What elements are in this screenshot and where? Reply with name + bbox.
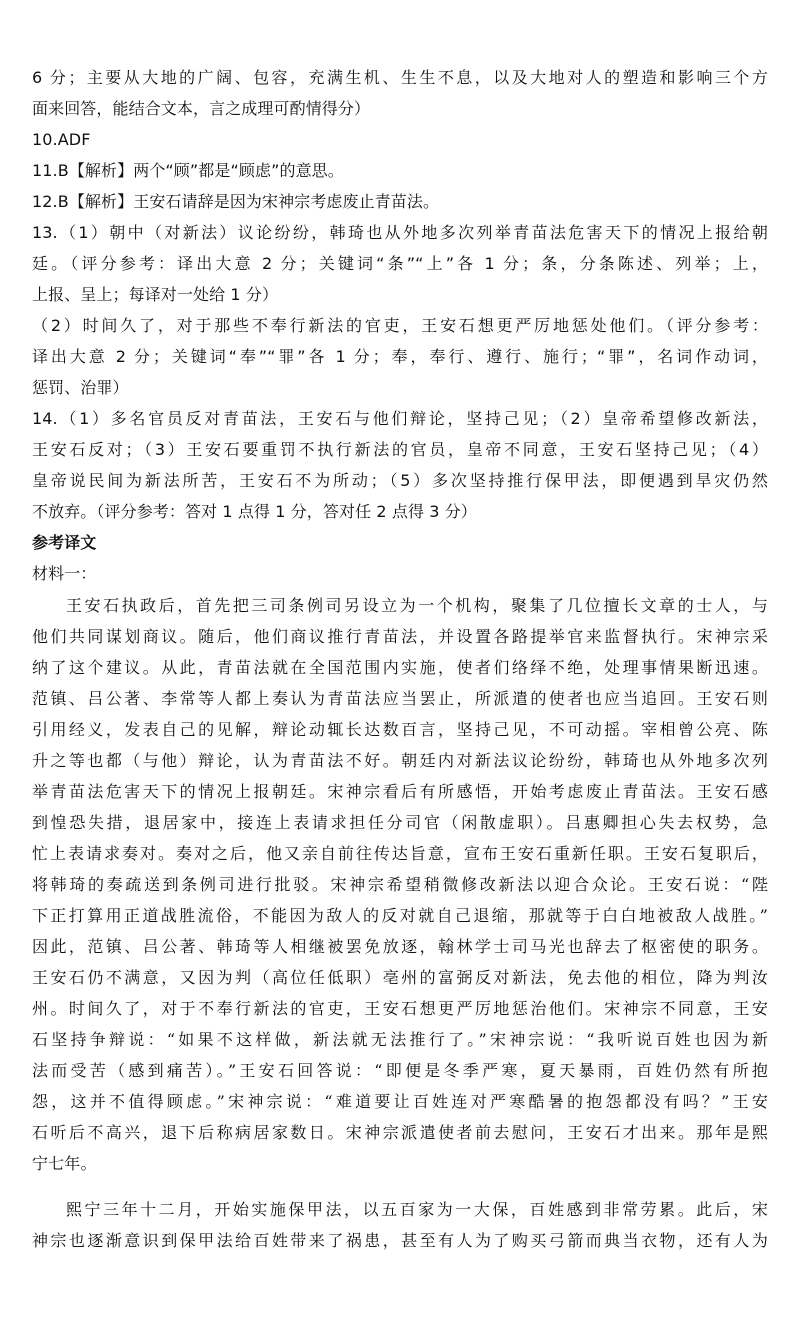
translation-line: 神宗也逐渐意识到保甲法给百姓带来了祸患，甚至有人为了购买弓箭而典当衣物，还有人为 — [32, 1231, 768, 1250]
text-line: 12.B【解析】王安石请辞是因为宋神宗考虑废止青苗法。 — [32, 192, 440, 211]
translation-line: 纳了这个建议。从此，青苗法就在全国范围内实施，使者们络绎不绝，处理事情果断迅速。 — [32, 658, 768, 677]
translation-line: 升之等也都（与他）辩论，认为青苗法不好。朝廷内对新法议论纷纷，韩琦也从外地多次列 — [32, 751, 768, 770]
translation-line: 因此，范镇、吕公著、韩琦等人相继被罢免放逐，翰林学士司马光也辞去了枢密使的职务。 — [32, 937, 768, 956]
section-heading: 参考译文 — [32, 533, 97, 552]
text-line: （2）时间久了，对于那些不奉行新法的官吏，王安石想更严厉地惩处他们。（评分参考： — [32, 316, 768, 335]
translation-line: 王安石执政后，首先把三司条例司另设立为一个机构，聚集了几位擅长文章的士人，与 — [66, 596, 768, 615]
text-line: 惩罚、治罪） — [32, 378, 129, 397]
text-line: 皇帝说民间为新法所苦，王安石不为所动；（5）多次坚持推行保甲法，即便遇到旱灾仍然 — [32, 471, 768, 490]
text-line: 上报、呈上；每译对一处给 1 分） — [32, 285, 279, 304]
text-line: 不放弃。（评分参考：答对 1 点得 1 分，答对任 2 点得 3 分） — [32, 502, 477, 521]
translation-line: 引用经义，发表自己的见解，辩论动辄长达数百言，坚持己见，不可动摇。宰相曾公亮、陈 — [32, 720, 768, 739]
text-line: 10.ADF — [32, 130, 91, 149]
translation-line: 石听后不高兴，退下后称病居家数日。宋神宗派遣使者前去慰问，王安石才出来。那年是熙 — [32, 1123, 768, 1142]
translation-line: 范镇、吕公著、李常等人都上奏认为青苗法应当罢止，所派遣的使者也应当追回。王安石则 — [32, 689, 768, 708]
text-line: 11.B【解析】两个“顾”都是“顾虑”的意思。 — [32, 161, 344, 180]
translation-line: 王安石仍不满意，又因为判（高位任低职）亳州的富弼反对新法，免去他的相位，降为判汝 — [32, 968, 768, 987]
translation-line: 怨，这并不值得顾虑。”宋神宗说：“难道要让百姓连对严寒酷暑的抱怨都没有吗？”王安 — [32, 1092, 768, 1111]
translation-line: 石坚持争辩说：“如果不这样做，新法就无法推行了。”宋神宗说：“我听说百姓也因为新 — [32, 1030, 768, 1049]
text-line: 王安石反对；（3）王安石要重罚不执行新法的官员，皇帝不同意，王安石坚持己见；（4） — [32, 440, 768, 459]
text-line: 面来回答，能结合文本，言之成理可酌情得分） — [32, 99, 371, 118]
translation-line: 将韩琦的奏疏送到条例司进行批驳。宋神宗希望稍微修改新法以迎合众论。王安石说：“陛 — [32, 875, 768, 894]
translation-line: 忙上表请求奏对。奏对之后，他又亲自前往传达旨意，宣布王安石重新任职。王安石复职后， — [32, 844, 768, 863]
translation-line: 宁七年。 — [32, 1154, 97, 1173]
translation-line: 举青苗法危害天下的情况上报朝廷。宋神宗看后有所感悟，开始考虑废止青苗法。王安石感 — [32, 782, 768, 801]
text-line: 14.（1）多名官员反对青苗法，王安石与他们辩论，坚持己见；（2）皇帝希望修改新法， — [32, 409, 768, 428]
text-line: 译出大意 2 分；关键词“奉”“罪”各 1 分；奉，奉行、遵行、施行；“罪”，名词作动词， — [32, 347, 768, 366]
translation-line: 法而受苦（感到痛苦）。”王安石回答说：“即便是冬季严寒，夏天暴雨，百姓仍然有所抱 — [32, 1061, 768, 1080]
translation-line: 他们共同谋划商议。随后，他们商议推行青苗法，并设置各路提举官来监督执行。宋神宗采 — [32, 627, 768, 646]
subsection-label: 材料一： — [32, 564, 97, 583]
text-line: 6 分；主要从大地的广阔、包容，充满生机、生生不息，以及大地对人的塑造和影响三个方 — [32, 68, 768, 87]
translation-line: 州。时间久了，对于不奉行新法的官吏，王安石想更严厉地惩治他们。宋神宗不同意，王安 — [32, 999, 768, 1018]
translation-line: 到惶恐失措，退居家中，接连上表请求担任分司官（闲散虚职）。吕惠卿担心失去权势，急 — [32, 813, 768, 832]
translation-line: 熙宁三年十二月，开始实施保甲法，以五百家为一大保，百姓感到非常劳累。此后，宋 — [66, 1200, 768, 1219]
translation-line: 下正打算用正道战胜流俗，不能因为敌人的反对就自己退缩，那就等于白白地被敌人战胜。” — [32, 906, 768, 925]
text-line: 廷。（评分参考：译出大意 2 分；关键词“条”“上”各 1 分；条，分条陈述、列举；上， — [32, 254, 768, 273]
text-line: 13.（1）朝中（对新法）议论纷纷，韩琦也从外地多次列举青苗法危害天下的情况上报给朝 — [32, 223, 768, 242]
